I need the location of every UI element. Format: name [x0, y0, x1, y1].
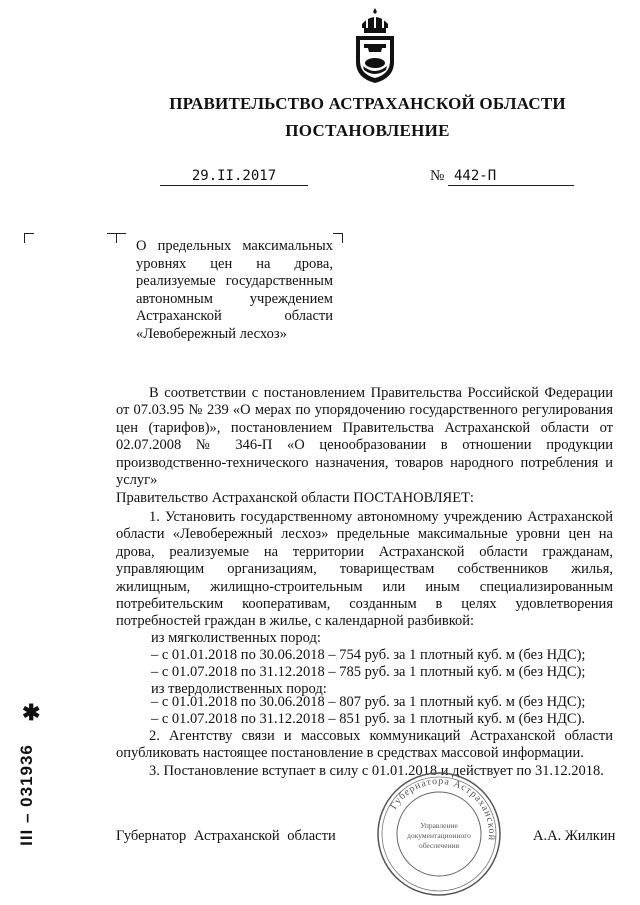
price-line-softwood-1: – с 01.01.2018 по 30.06.2018 – 754 руб. за 1 плотный куб. м (без НДС); — [151, 647, 586, 663]
serial-number: ІІІ – 031936 — [17, 744, 36, 846]
document-date: 29.II.2017 — [160, 168, 308, 186]
document-subject: О предельных максимальных уровнях цен на дрова, реализуемые государственным автономным учреждением Астраханской области «Левобережный лесхоз» — [136, 238, 333, 342]
svg-text:документационного: документационного — [407, 831, 471, 840]
signer-name: А.А. Жилкин — [533, 828, 616, 844]
seal-stamp-icon — [375, 770, 503, 898]
form-serial — [12, 700, 42, 890]
serial-mark: ✱ — [22, 700, 41, 725]
point-3-paragraph: 3. Постановление вступает в силу с 01.01.2018 и действует по 31.12.2018. — [149, 763, 604, 779]
government-title: ПРАВИТЕЛЬСТВО АСТРАХАНСКОЙ ОБЛАСТИ — [169, 94, 566, 113]
hardwood-label: из твердолиственных пород: — [151, 681, 327, 697]
crest-icon — [350, 6, 400, 86]
point-2-paragraph: 2. Агентству связи и массовых коммуникаций Астраханской области опубликовать настоящее постановление в средствах массовой информации. — [116, 728, 613, 762]
preamble-paragraph: В соответствии с постановлением Правительства Российской Федерации от 07.03.95 № 239 «О мерах по упорядочению государственного регулирования цен (тарифов)», постановлением Правительства Астраханской области от 02.07.2008 № 346-П «О ценообразовании в отношении продукции производственно-технического назначения, товаров народного потребления и услуг» — [116, 385, 613, 489]
svg-text:Губернатора Астраханской: Губернатора Астраханской — [388, 775, 498, 842]
point-1-paragraph: 1. Установить государственному автономному учреждению Астраханской области «Левобережный лесхоз» предельные максимальные уровни цен на дрова, реализуемые на территории Астраханской области гражданам, управляющим организациям, товариществам собственников жилья, жилищным, жилищно-строительным или иным специализированным потребительским кооперативам, созданным в целях удовлетворения потребностей граждан в жилье, с календарной разбивкой: — [116, 509, 613, 630]
official-seal — [375, 770, 503, 898]
price-line-hardwood-1: – с 01.01.2018 по 30.06.2018 – 807 руб. за 1 плотный куб. м (без НДС); — [151, 694, 586, 710]
corner-mark — [24, 233, 34, 243]
resolves-line: Правительство Астраханской области ПОСТАНОВЛЯЕТ: — [116, 490, 474, 506]
number-label: № — [430, 168, 445, 184]
corner-mark — [333, 233, 343, 243]
signer-title: Губернатор Астраханской области — [116, 828, 336, 844]
price-line-hardwood-2: – с 01.07.2018 по 31.12.2018 – 851 руб. за 1 плотный куб. м (без НДС). — [151, 711, 586, 727]
document-number: 442-П — [448, 168, 574, 186]
coat-of-arms — [350, 6, 400, 86]
svg-text:обеспечения: обеспечения — [418, 841, 460, 850]
document-type: ПОСТАНОВЛЕНИЕ — [285, 121, 450, 140]
corner-mark — [116, 233, 126, 243]
softwood-label: из мягколиственных пород: — [151, 630, 321, 646]
price-line-softwood-2: – с 01.07.2018 по 31.12.2018 – 785 руб. за 1 плотный куб. м (без НДС); — [151, 664, 586, 680]
svg-text:Управление: Управление — [420, 821, 458, 830]
